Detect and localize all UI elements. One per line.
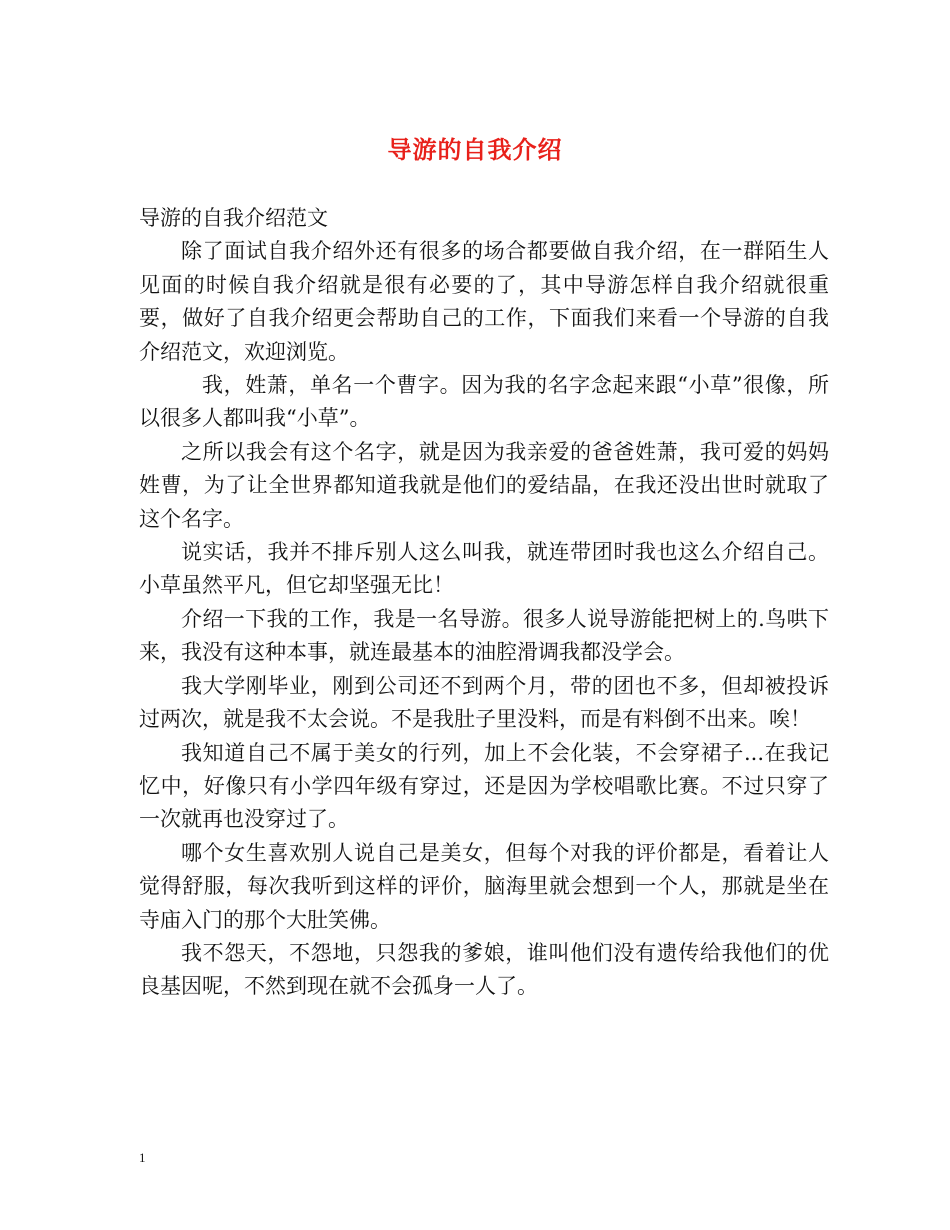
paragraph: 我知道自己不属于美女的行列，加上不会化装，不会穿裙子...在我记忆中，好像只有小学四年级有穿过，还是因为学校唱歌比赛。不过只穿了一次就再也没穿过了。 [139, 740, 829, 832]
page-number: 1 [139, 1150, 146, 1165]
document-body [139, 202, 829, 1004]
paragraph: 我，姓萧，单名一个曹字。因为我的名字念起来跟“小草”很像，所以很多人都叫我“小草”。 [139, 373, 829, 431]
paragraph: 我大学刚毕业，刚到公司还不到两个月，带的团也不多，但却被投诉过两次，就是我不太会说。不是我肚子里没料，而是有料倒不出来。唉！ [139, 673, 829, 732]
document-subtitle: 导游的自我介绍范文 [139, 206, 328, 230]
paragraph: 之所以我会有这个名字，就是因为我亲爱的爸爸姓萧，我可爱的妈妈姓曹，为了让全世界都知道我就是他们的爱结晶，在我还没出世时就取了这个名字。 [139, 439, 829, 531]
paragraph: 哪个女生喜欢别人说自己是美女，但每个对我的评价都是，看着让人觉得舒服，每次我听到这样的评价，脑海里就会想到一个人，那就是坐在寺庙入门的那个大肚笑佛。 [139, 840, 829, 932]
document-title: 导游的自我介绍 [387, 135, 563, 164]
paragraph: 介绍一下我的工作，我是一名导游。很多人说导游能把树上的.鸟哄下来，我没有这种本事，就连最基本的油腔滑调我都没学会。 [139, 606, 829, 665]
paragraph: 说实话，我并不排斥别人这么叫我，就连带团时我也这么介绍自己。小草虽然平凡，但它却坚强无比！ [139, 540, 829, 598]
paragraph: 我不怨天，不怨地，只怨我的爹娘，谁叫他们没有遗传给我他们的优良基因呢，不然到现在就不会孤身一人了。 [139, 940, 829, 999]
paragraph: 除了面试自我介绍外还有很多的场合都要做自我介绍，在一群陌生人见面的时候自我介绍就是很有必要的了，其中导游怎样自我介绍就很重要，做好了自我介绍更会帮助自己的工作，下面我们来看一个导游的自我介绍范文，欢迎浏览。 [139, 239, 829, 364]
